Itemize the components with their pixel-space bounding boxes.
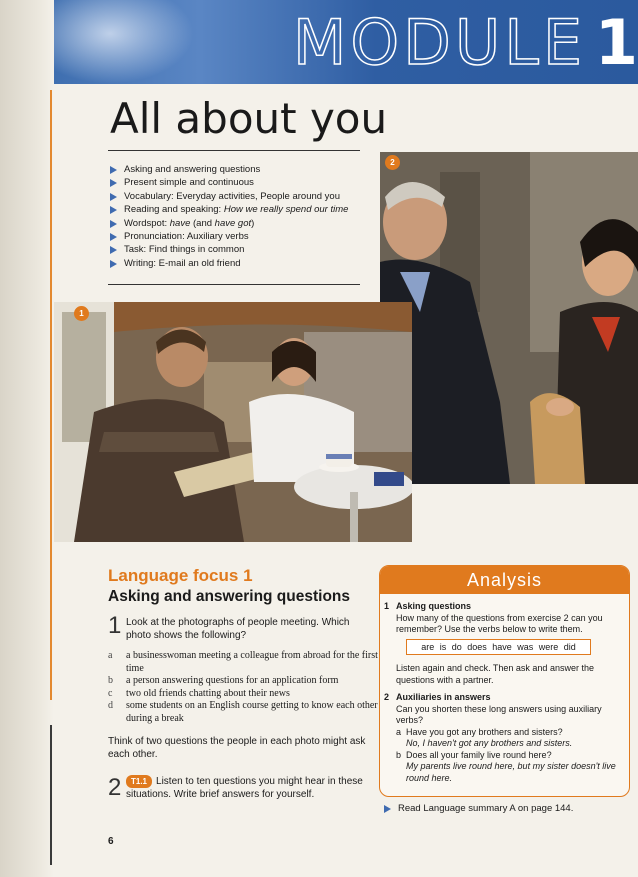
language-summary-reference: Read Language summary A on page 144. xyxy=(384,803,573,814)
title-rule-top xyxy=(108,150,360,151)
title-rule-bottom xyxy=(108,284,360,285)
photo-number-badge: 1 xyxy=(74,306,89,321)
analysis-box xyxy=(379,565,630,797)
unit-contents-list xyxy=(108,163,378,270)
unit-title: All about you xyxy=(110,94,388,143)
audio-track-badge: T1.1 xyxy=(126,775,152,788)
triangle-bullet-icon xyxy=(384,805,391,813)
exercise-number: 2 xyxy=(108,774,122,801)
exercise-2-text: T1.1 Listen to ten questions you might hear in these situations. Write brief answers for yourself. xyxy=(126,776,363,800)
triangle-bullet-icon xyxy=(110,206,117,214)
contents-item: Task: Find things in common xyxy=(108,243,378,256)
gutter-dark-line xyxy=(50,725,52,865)
page-number: 6 xyxy=(108,836,114,847)
analysis-title: Analysis xyxy=(380,566,629,594)
triangle-bullet-icon xyxy=(110,220,117,228)
contents-item: Reading and speaking: How we really spend our time xyxy=(108,203,378,216)
module-word: MODULE xyxy=(292,6,586,79)
module-number: 1 xyxy=(594,6,638,79)
triangle-bullet-icon xyxy=(110,246,117,254)
option-item: d some students on an English course getting to know each other during a break xyxy=(108,700,378,724)
triangle-bullet-icon xyxy=(110,193,117,201)
photo-cafe-friends xyxy=(54,302,412,542)
photo-cafe-friends-illustration xyxy=(54,302,412,542)
banner-mist-image xyxy=(54,0,194,84)
analysis-section-heading: Auxiliaries in answers xyxy=(396,692,491,702)
option-item: a a businesswoman meeting a colleague from abroad for the first time xyxy=(108,650,378,674)
contents-item: Wordspot: have (and have got) xyxy=(108,217,378,230)
contents-item: Pronunciation: Auxiliary verbs xyxy=(108,230,378,243)
triangle-bullet-icon xyxy=(110,166,117,174)
analysis-section-text: How many of the questions from exercise 2 can you remember? Use the verbs below to write them. xyxy=(396,612,603,634)
language-focus-subtitle: Asking and answering questions xyxy=(108,588,351,605)
exercise-1-options xyxy=(108,650,378,726)
verb-box: are is do does have was were did xyxy=(406,639,591,655)
page-gutter xyxy=(0,0,54,877)
module-banner xyxy=(54,0,638,84)
contents-item: Present simple and continuous xyxy=(108,176,378,189)
triangle-bullet-icon xyxy=(110,233,117,241)
triangle-bullet-icon xyxy=(110,179,117,187)
photo-business-greeting-illustration xyxy=(380,152,638,484)
option-item: c two old friends chatting about their news xyxy=(108,687,290,699)
contents-item: Vocabulary: Everyday activities, People around you xyxy=(108,190,378,203)
contents-item: Asking and answering questions xyxy=(108,163,378,176)
analysis-section-2: 2 Auxiliaries in answers Can you shorten these long answers using auxiliary verbs? a Have you got any brothers and sisters? No, I haven't got any brothers and sisters. b Does all your family live round here? My parents live round here, but my sister doesn't live round here. xyxy=(384,692,616,783)
contents-item: Writing: E-mail an old friend xyxy=(108,257,378,270)
option-item: b a person answering questions for an application form xyxy=(108,675,339,687)
exercise-1-text: Look at the photographs of people meeting. Which photo shows the following? xyxy=(126,617,350,641)
discussion-prompt: Think of two questions the people in each photo might ask each other. xyxy=(108,736,366,760)
photo-business-greeting xyxy=(380,152,638,484)
photo-number-badge: 2 xyxy=(385,155,400,170)
gutter-accent-line xyxy=(50,90,52,700)
analysis-section-1: 1 Asking questions How many of the questions from exercise 2 can you remember? Use the verbs below to write them. xyxy=(396,601,616,636)
analysis-section-1-followup: Listen again and check. Then ask and answer the questions with a partner. xyxy=(396,663,594,685)
analysis-section-heading: Asking questions xyxy=(396,601,472,611)
triangle-bullet-icon xyxy=(110,260,117,268)
language-focus-title: Language focus 1 xyxy=(108,566,253,585)
example-b: b Does all your family live round here? My parents live round here, but my sister doesn't live round here. xyxy=(396,749,616,783)
example-a: a Have you got any brothers and sisters? No, I haven't got any brothers and sisters. xyxy=(396,726,573,748)
exercise-number: 1 xyxy=(108,612,122,639)
